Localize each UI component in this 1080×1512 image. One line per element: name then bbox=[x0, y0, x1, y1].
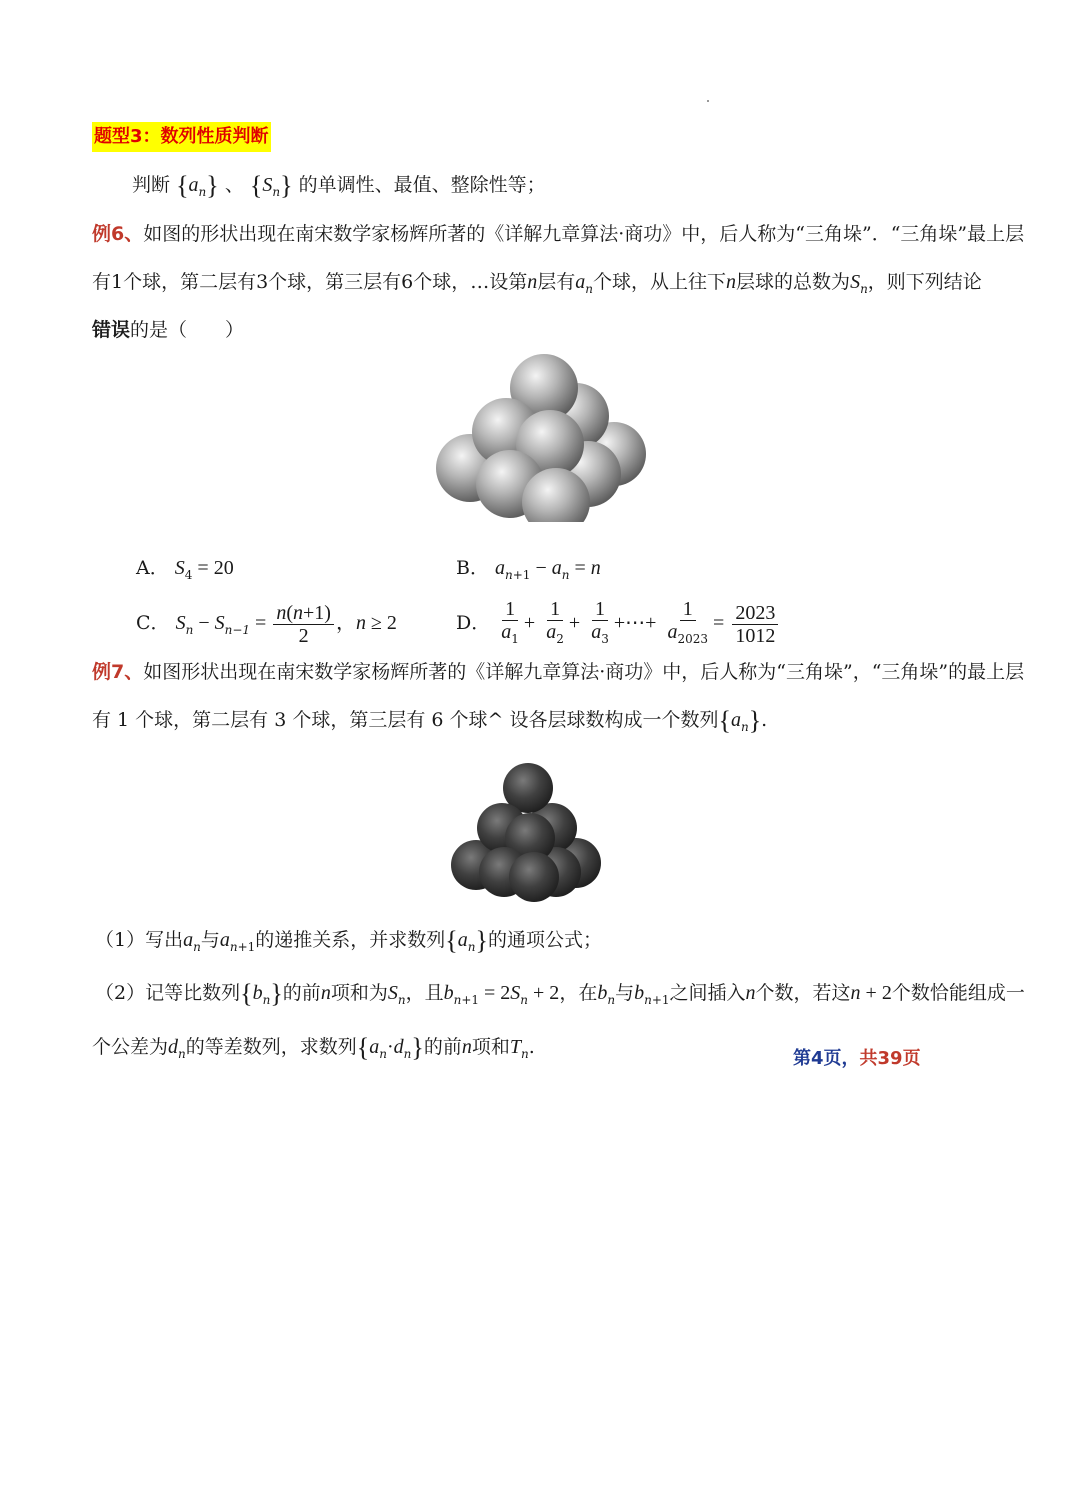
ex6-line2: 有1个球，第二层有3个球，第三层有6个球，…设第n层有$a_n$个球，从上往下n层球的总数为$S_n$，则下列结论 bbox=[92, 271, 982, 296]
option-d: D． $\frac{1}{a_1}$ + $\frac{1}{a_2}$ + $\frac{1}{a_3}$ +⋯+ $\frac{1}{a_{2023}}$ = $\frac{2023}{1012}$ bbox=[456, 598, 780, 650]
ball bbox=[509, 852, 559, 902]
ball-pyramid-figure-grey bbox=[430, 352, 650, 522]
ex7-line1: 例7、如图形状出现在南宋数学家杨辉所著的《详解九章算法·商功》中，后人称为“三角垛”，“三角垛”的最上层 bbox=[92, 661, 1025, 683]
ex6-line3: 错误的是（ ） bbox=[92, 319, 245, 341]
intro-line: 判断 $\{a_n\}$ 、 $\{S_n\}$ 的单调性、最值、整除性等； bbox=[132, 171, 546, 200]
option-b: B． $a_{n+1} - a_n = n$ bbox=[456, 557, 601, 582]
section-heading: 题型3：数列性质判断 bbox=[92, 122, 271, 152]
ex7-line2: 有 1 个球，第二层有 3 个球，第三层有 6 个球^ 设各层球数构成一个数列$\{a_n\}$. bbox=[92, 706, 768, 735]
option-a: A． $S_4 = 20$ bbox=[136, 557, 234, 582]
ball-pyramid-figure-dark bbox=[448, 760, 606, 905]
ex7-q1: （1）写出$a_n$与$a_{n+1}$的递推关系，并求数列$\{a_n\}$的通项公式； bbox=[95, 926, 603, 955]
ex6-label: 例6、 bbox=[92, 223, 144, 245]
option-c: C． $S_n - S_{n-1}$ = $\frac{n(n+1)}{2}$ ，n ≥ 2 bbox=[136, 601, 397, 647]
speck bbox=[707, 100, 709, 102]
page-footer: 第4页，共39页 bbox=[793, 1048, 921, 1069]
ex7-q2-line1: （2）记等比数列$\{b_n\}$的前n项和为$S_n$，且$b_{n+1} = 2S_n + 2$，在$b_n$与$b_{n+1}$之间插入n个数，若这n + 2个数恰能组成一 bbox=[95, 979, 1025, 1008]
ex6-line1: 例6、如图的形状出现在南宋数学家杨辉所著的《详解九章算法·商功》中，后人称为“三角垛”．“三角垛”最上层 bbox=[92, 223, 1025, 245]
ex7-q2-line2: 个公差为$d_n$的等差数列，求数列$\{a_n\cdot d_n\}$的前n项和$T_n$. bbox=[92, 1033, 535, 1062]
ex7-label: 例7、 bbox=[92, 661, 144, 683]
